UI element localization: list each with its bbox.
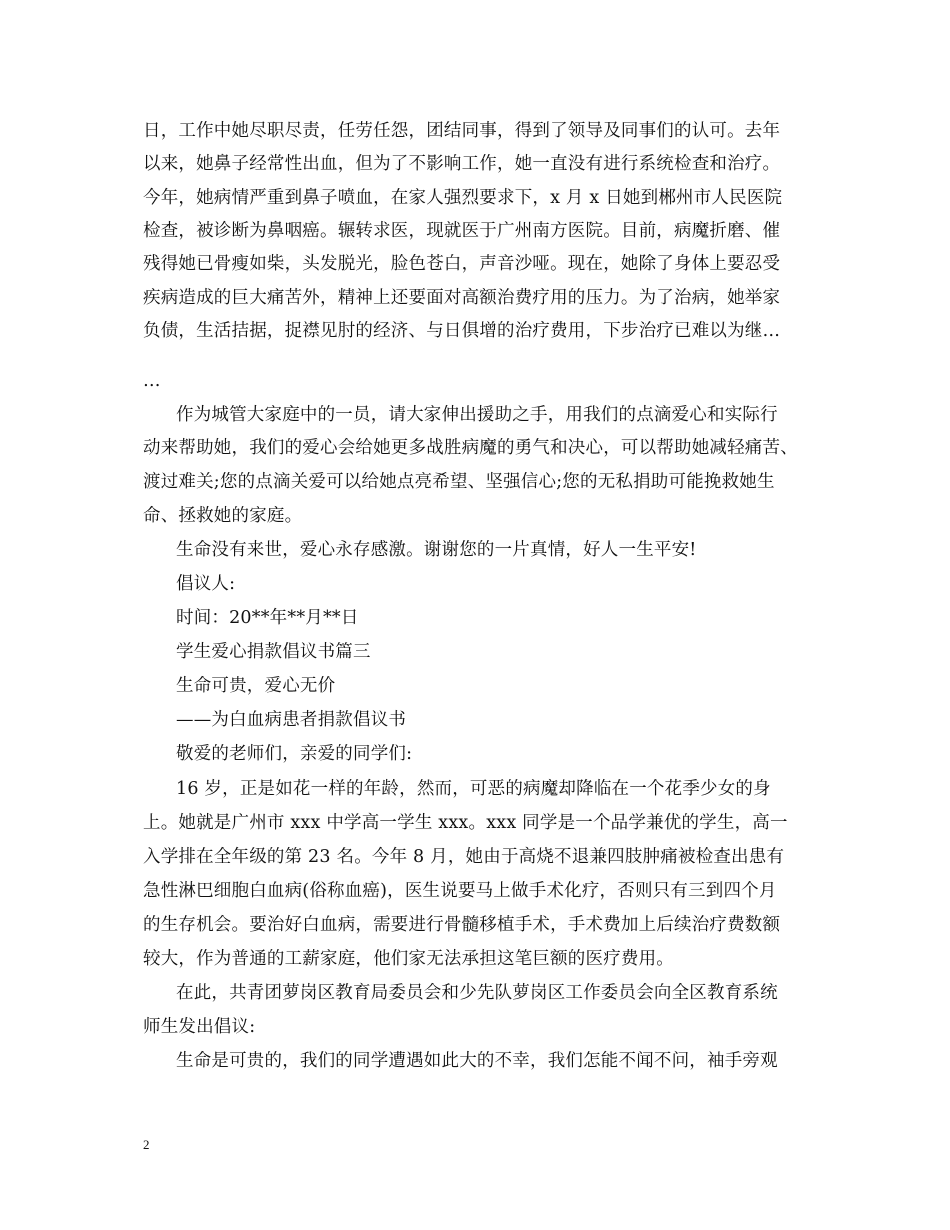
text-line: 渡过难关;您的点滴关爱可以给她点亮希望、坚强信心;您的无私捐助可能挽救她生	[143, 472, 775, 492]
date-line: 时间：20**年**月**日	[176, 608, 359, 628]
text-line: 急性淋巴细胞白血病(俗称血癌)，医生说要马上做手术化疗，否则只有三到四个月	[143, 881, 777, 901]
paragraph-start-line: 生命是可贵的，我们的同学遭遇如此大的不幸，我们怎能不闻不问，袖手旁观	[176, 1051, 778, 1071]
text-line: 较大，作为普通的工薪家庭，他们家无法承担这笔巨额的医疗费用。	[143, 949, 674, 969]
text-line: 的生存机会。要治好白血病，需要进行骨髓移植手术，手术费加上后续治疗费数额	[143, 915, 781, 935]
text-line: …	[143, 371, 161, 391]
text-line: 检查，被诊断为鼻咽癌。辗转求医，现就医于广州南方医院。目前，病魔折磨、催	[143, 221, 781, 241]
section-title: 学生爱心捐款倡议书篇三	[176, 642, 371, 662]
page-number: 2	[143, 1137, 150, 1152]
headline: 生命可贵，爱心无价	[176, 676, 336, 696]
text-line: 命、拯救她的家庭。	[143, 506, 303, 526]
text-line: 今年，她病情严重到鼻子喷血，在家人强烈要求下，x 月 x 日她到郴州市人民医院	[143, 188, 783, 208]
text-line: 动来帮助她，我们的爱心会给她更多战胜病魔的勇气和决心，可以帮助她减轻痛苦、	[143, 438, 798, 458]
text-line: 残得她已骨瘦如柴，头发脱光，脸色苍白，声音沙哑。现在，她除了身体上要忍受	[143, 254, 781, 274]
text-line: 入学排在全年级的第 23 名。今年 8 月，她由于高烧不退兼四肢肿痛被检查出患有	[143, 847, 785, 867]
subheadline: ——为白血病患者捐款倡议书	[176, 710, 407, 730]
text-line: 师生发出倡议:	[143, 1017, 256, 1037]
paragraph-start-line: 作为城管大家庭中的一员，请大家伸出援助之手，用我们的点滴爱心和实际行	[176, 405, 778, 425]
salutation: 敬爱的老师们，亲爱的同学们:	[176, 744, 413, 764]
paragraph-start-line: 在此，共青团萝岗区教育局委员会和少先队萝岗区工作委员会向全区教育系统	[176, 983, 778, 1003]
text-line: 以来，她鼻子经常性出血，但为了不影响工作，她一直没有进行系统检查和治疗。	[143, 154, 781, 174]
text-line: 上。她就是广州市 xxx 中学高一学生 xxx。xxx 同学是一个品学兼优的学生，高一	[143, 813, 788, 833]
text-line: 日，工作中她尽职尽责，任劳任怨，团结同事，得到了领导及同事们的认可。去年	[143, 121, 781, 141]
signatory-label: 倡议人:	[176, 574, 236, 594]
paragraph-start-line: 16 岁，正是如花一样的年龄，然而，可恶的病魔却降临在一个花季少女的身	[176, 779, 771, 799]
text-line: 疾病造成的巨大痛苦外，精神上还要面对高额治费疗用的压力。为了治病，她举家	[143, 288, 781, 308]
paragraph-start-line: 生命没有来世，爱心永存感激。谢谢您的一片真情，好人一生平安!	[176, 540, 697, 560]
text-line: 负债，生活拮据，捉襟见肘的经济、与日俱增的治疗费用，下步治疗已难以为继…	[143, 321, 781, 341]
